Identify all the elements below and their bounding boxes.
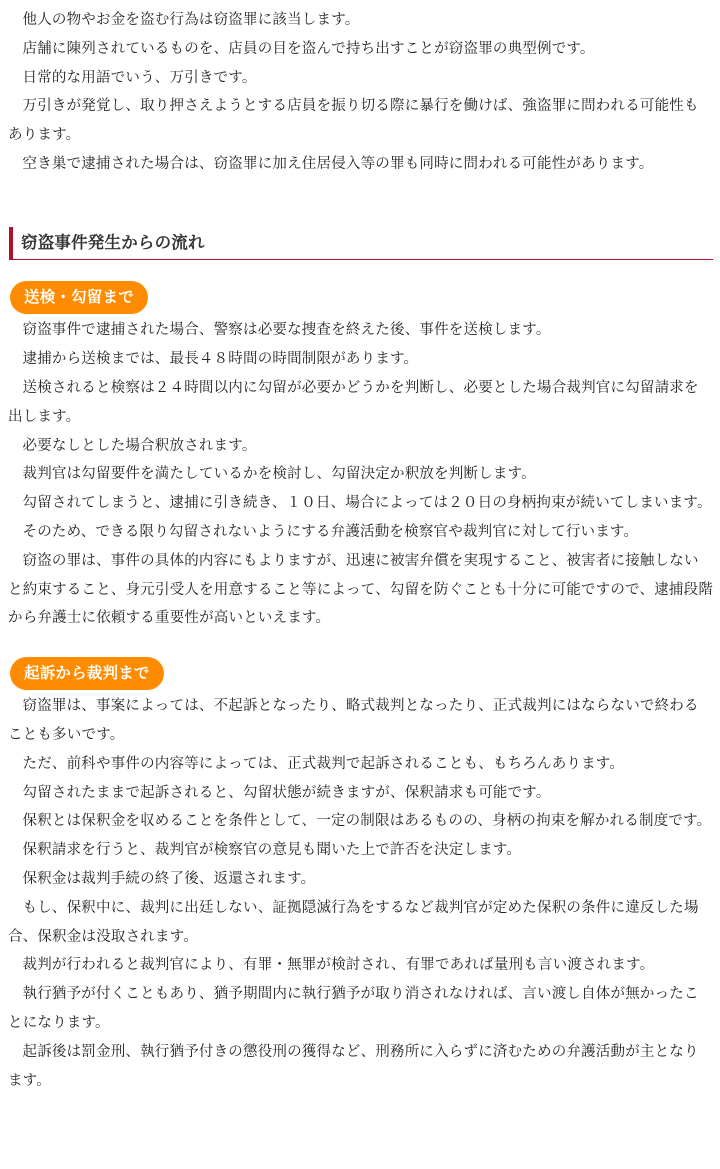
- paragraph: 保釈請求を行うと、裁判官が検察官の意見も聞いた上で許否を決定します。: [22, 842, 522, 859]
- paragraph: そのため、できる限り勾留されないようにする弁護活動を検察官や裁判官に対して行います。: [22, 524, 639, 541]
- section-heading: 窃盗事件発生からの流れ: [9, 227, 713, 260]
- paragraph: 勾留されてしまうと、逮捕に引き続き、１０日、場合によっては２０日の身柄拘束が続いてしまいます。: [22, 495, 712, 512]
- paragraph: 送検されると検察は２４時間以内に勾留が必要かどうかを判断し、必要とした場合裁判官に勾留請求を出します。: [8, 380, 699, 425]
- paragraph: 日常的な用語でいう、万引きです。: [22, 69, 257, 86]
- paragraph: 勾留されたままで起訴されると、勾留状態が続きますが、保釈請求も可能です。: [22, 784, 551, 801]
- paragraph: 窃盗罪は、事案によっては、不起訴となったり、略式裁判となったり、正式裁判にはならないで終わることも多いです。: [8, 698, 699, 744]
- paragraph: 万引きが発覚し、取り押さえようとする店員を振り切る際に暴行を働けば、強盗罪に問われる可能性もあります。: [8, 98, 699, 144]
- subsection-trial: [8, 633, 713, 1095]
- paragraph: 裁判官は勾留要件を満たしているかを検討し、勾留決定か釈放を判断します。: [22, 466, 536, 483]
- paragraph: 裁判が行われると裁判官により、有罪・無罪が検討され、有罪であれば量刑も言い渡されます。: [22, 957, 655, 974]
- paragraph: 空き巣で逮捕された場合は、窃盗罪に加え住居侵入等の罪も同時に問われる可能性があります。: [22, 155, 654, 172]
- paragraph: もし、保釈中に、裁判に出廷しない、証拠隠滅行為をするなど裁判官が定めた保釈の条件に違反した場合、保釈金は没取されます。: [8, 899, 699, 945]
- paragraph: 起訴後は罰金刑、執行猶予付きの懲役刑の獲得など、刑務所に入らずに済むための弁護活動が主となります。: [8, 1043, 699, 1089]
- paragraph: 保釈金は裁判手続の終了後、返還されます。: [22, 871, 316, 888]
- paragraph: ただ、前科や事件の内容等によっては、正式裁判で起訴されることも、もちろんあります。: [22, 755, 625, 772]
- paragraph: 執行猶予が付くこともあり、猶予期間内に執行猶予が取り消されなければ、言い渡し自体が無かったことになります。: [8, 986, 699, 1031]
- subsection-detention: [8, 273, 713, 633]
- paragraph: 逮捕から送検までは、最長４８時間の時間制限があります。: [22, 351, 419, 368]
- paragraph: 店舗に陳列されているものを、店員の目を盗んで持ち出すことが窃盗罪の典型例です。: [22, 40, 595, 57]
- subsection-badge: 送検・勾留まで: [10, 281, 148, 314]
- paragraph: 保釈とは保釈金を収めることを条件として、一定の制限はあるものの、身柄の拘束を解かれる制度です。: [22, 813, 712, 830]
- paragraph: 必要なしとした場合釈放されます。: [22, 437, 257, 454]
- intro-text: [8, 6, 713, 179]
- subsection-badge: 起訴から裁判まで: [10, 657, 164, 690]
- paragraph: 窃盗の罪は、事件の具体的内容にもよりますが、迅速に被害弁償を実現すること、被害者に接触しないと約束すること、身元引受人を用意すること等によって、勾留を防ぐことも十分に可能ですので、逮捕段階から弁護士に依頼する重要性が高いといえます。: [8, 552, 714, 627]
- paragraph: 他人の物やお金を盗む行為は窃盗罪に該当します。: [22, 12, 360, 28]
- paragraph: 窃盗事件で逮捕された場合、警察は必要な捜査を終えた後、事件を送検します。: [22, 322, 551, 339]
